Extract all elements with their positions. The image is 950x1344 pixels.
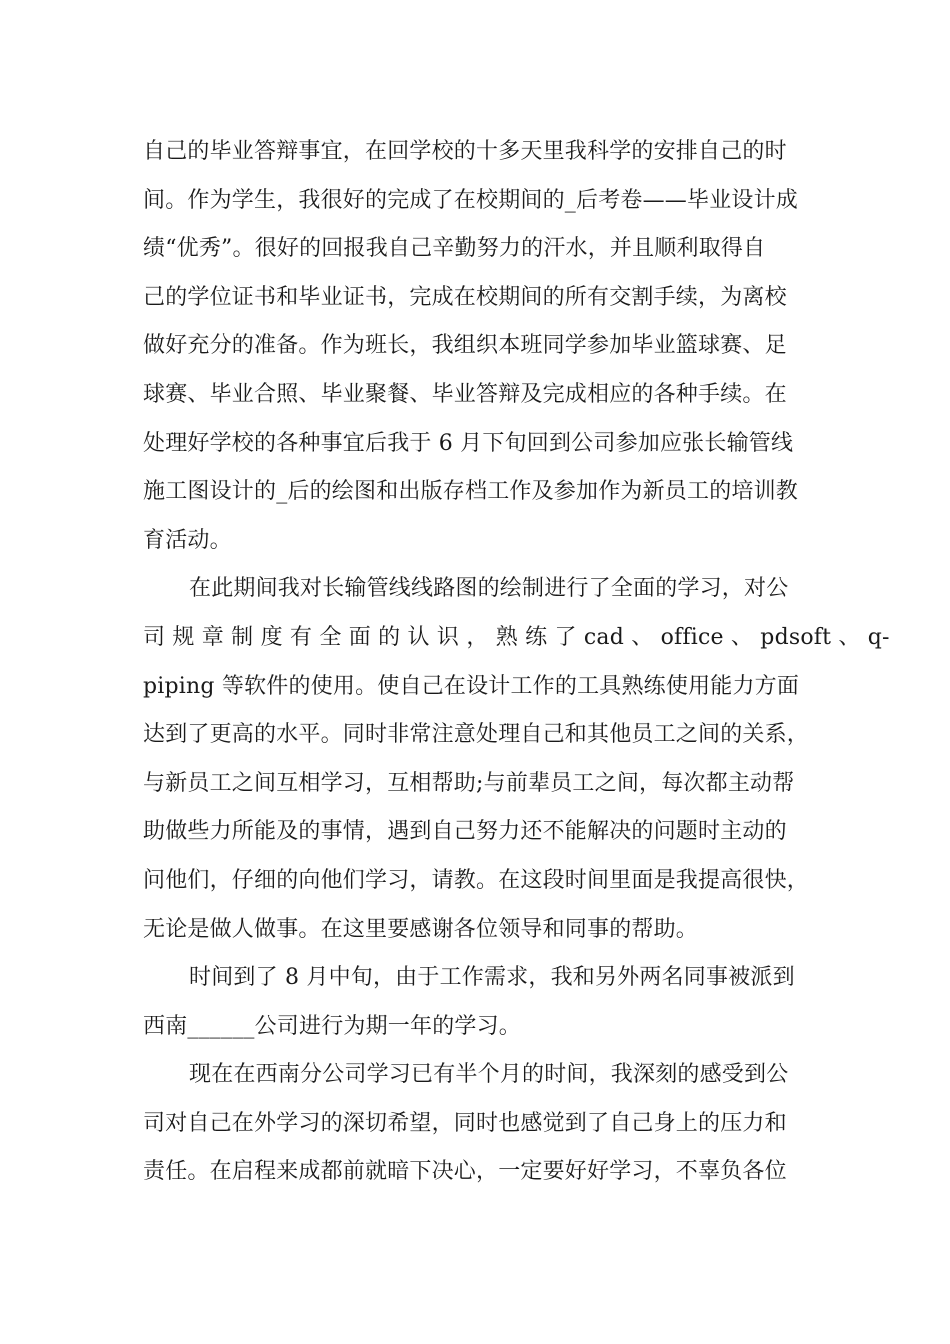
text-line: 时间到了 8 月中旬，由于工作需求，我和另外两名同事被派到 (189, 965, 795, 991)
text-line: 达到了更高的水平。同时非常注意处理自己和其他员工之间的关系， (143, 722, 810, 748)
text-line: 助做些力所能及的事情，遇到自己努力还不能解决的问题时主动的 (143, 819, 787, 845)
text-line: piping 等软件的使用。使自己在设计工作的工具熟练使用能力方面 (143, 673, 800, 699)
paragraph-3 (143, 954, 833, 1051)
text-line: 己的学位证书和毕业证书，完成在校期间的所有交割手续，为离校 (143, 284, 787, 310)
document-body (143, 128, 890, 1197)
text-line: 处理好学校的各种事宜后我于 6 月下旬回到公司参加应张长输管线 (143, 430, 794, 456)
text-line: 育活动。 (143, 527, 232, 553)
text-line: 司 规 章 制 度 有 全 面 的 认 识 ， 熟 练 了 cad 、 office 、 pdsoft 、 q- (143, 624, 890, 650)
paragraph-1 (143, 128, 833, 565)
text-line: 绩“优秀”。很好的回报我自己辛勤努力的汗水，并且顺利取得自 (143, 236, 766, 262)
text-line: 在此期间我对长输管线线路图的绘制进行了全面的学习，对公 (189, 576, 789, 602)
text-line: 无论是做人做事。在这里要感谢各位领导和同事的帮助。 (143, 916, 699, 942)
text-line: 施工图设计的_后的绘图和出版存档工作及参加作为新员工的培训教 (143, 479, 799, 505)
text-line: 司对自己在外学习的深切希望，同时也感觉到了自己身上的压力和 (143, 1110, 787, 1136)
text-line: 做好充分的准备。作为班长，我组织本班同学参加毕业篮球赛、足 (143, 333, 787, 359)
text-line: 球赛、毕业合照、毕业聚餐、毕业答辩及完成相应的各种手续。在 (143, 381, 787, 407)
paragraph-2 (143, 565, 890, 954)
text-line: 问他们，仔细的向他们学习，请教。在这段时间里面是我提高很快， (143, 867, 810, 893)
text-line: 现在在西南分公司学习已有半个月的时间，我深刻的感受到公 (189, 1062, 789, 1088)
text-line: 与新员工之间互相学习，互相帮助;与前辈员工之间，每次都主动帮 (143, 770, 795, 796)
text-line: 西南______公司进行为期一年的学习。 (143, 1013, 522, 1039)
text-line: 责任。在启程来成都前就暗下决心，一定要好好学习，不辜负各位 (143, 1159, 787, 1185)
text-line: 自己的毕业答辩事宜，在回学校的十多天里我科学的安排自己的时 (143, 139, 787, 164)
text-line: 间。作为学生，我很好的完成了在校期间的_后考卷——毕业设计成 (143, 187, 799, 213)
paragraph-4 (143, 1051, 833, 1197)
